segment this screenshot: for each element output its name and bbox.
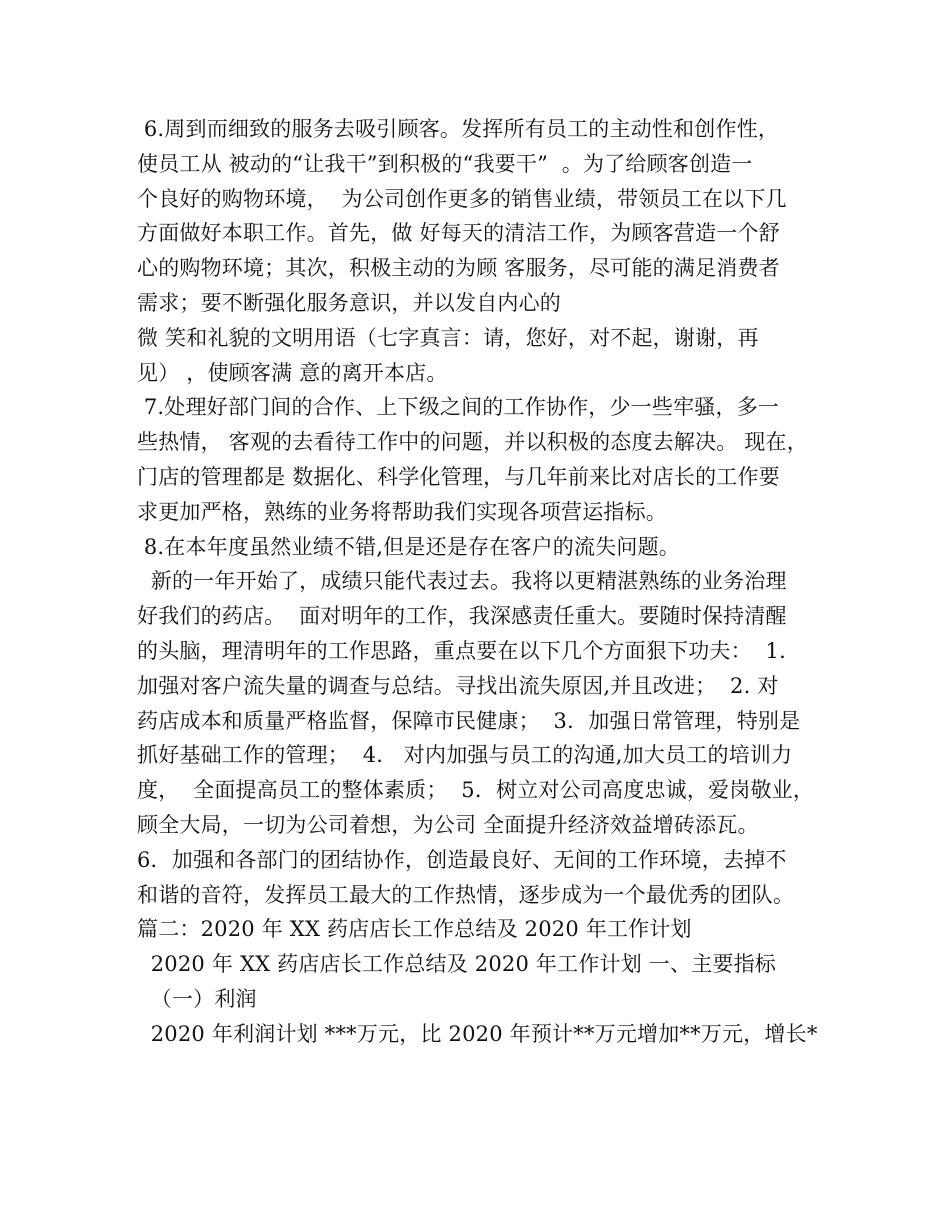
text-line: 的头脑，理清明年的工作思路，重点要在以下几个方面狠下功夫： 1. <box>137 638 786 663</box>
text-line: 2020 年 XX 药店店长工作总结及 2020 年工作计划 一、主要指标 <box>137 952 776 977</box>
text-line: 微 笑和礼貌的文明用语（七字真言：请，您好，对不起，谢谢，再 <box>137 325 759 350</box>
text-line: 心的购物环境；其次，积极主动的为顾 客服务，尽可能的满足消费者 <box>137 256 780 281</box>
text-line: 抓好基础工作的管理； 4. 对内加强与员工的沟通,加大员工的培训力 <box>137 743 793 768</box>
text-line: 药店成本和质量严格监督，保障市民健康； 3．加强日常管理，特别是 <box>137 708 801 733</box>
section-heading: 篇二：2020 年 XX 药店店长工作总结及 2020 年工作计划 <box>137 917 692 942</box>
text-line: 度， 全面提高员工的整体素质； 5．树立对公司高度忠诚，爱岗敬业， <box>137 778 815 803</box>
text-line: 见） ，使顾客满 意的离开本店。 <box>137 360 448 385</box>
text-line: 些热情， 客观的去看待工作中的问题，并以积极的态度去解决。 现在， <box>137 430 808 455</box>
text-line: 方面做好本职工作。首先，做 好每天的清洁工作，为顾客营造一个舒 <box>137 221 780 246</box>
text-line: 加强对客户流失量的调查与总结。寻找出流失原因,并且改进； 2. 对 <box>137 673 779 698</box>
text-line: 6.周到而细致的服务去吸引顾客。发挥所有员工的主动性和创作性， <box>137 117 780 141</box>
text-line: 好我们的药店。 面对明年的工作，我深感责任重大。要随时保持清醒 <box>137 604 787 629</box>
text-line: 8.在本年度虽然业绩不错,但是还是存在客户的流失问题。 <box>137 534 680 559</box>
text-line: 求更加严格，熟练的业务将帮助我们实现各项营运指标。 <box>137 499 667 524</box>
text-line: （一）利润 <box>137 986 257 1011</box>
text-line: 门店的管理都是 数据化、科学化管理，与几年前来比对店长的工作要 <box>137 464 780 489</box>
text-line: 6．加强和各部门的团结协作，创造最良好、无间的工作环境，去掉不 <box>137 847 787 872</box>
text-line: 个良好的购物环境， 为公司创作更多的销售业绩，带领员工在以下几 <box>137 186 787 211</box>
document-body <box>137 112 827 1052</box>
text-line: 2020 年利润计划 ***万元，比 2020 年预计**万元增加**万元，增长* <box>137 1021 818 1046</box>
text-line: 7.处理好部门间的合作、上下级之间的工作协作，少一些牢骚，多一 <box>137 395 780 420</box>
text-line: 顾全大局，一切为公司着想，为公司 全面提升经济效益增砖添瓦。 <box>137 812 759 837</box>
text-line: 需求；要不断强化服务意识，并以发自内心的 <box>137 290 561 315</box>
text-line: 使员工从 被动的“让我干”到积极的“我要干” 。为了给顾客创造一 <box>137 151 753 176</box>
text-line: 和谐的音符，发挥员工最大的工作热情，逐步成为一个最优秀的团队。 <box>137 882 795 907</box>
text-line: 新的一年开始了，成绩只能代表过去。我将以更精湛熟练的业务治理 <box>137 569 787 594</box>
